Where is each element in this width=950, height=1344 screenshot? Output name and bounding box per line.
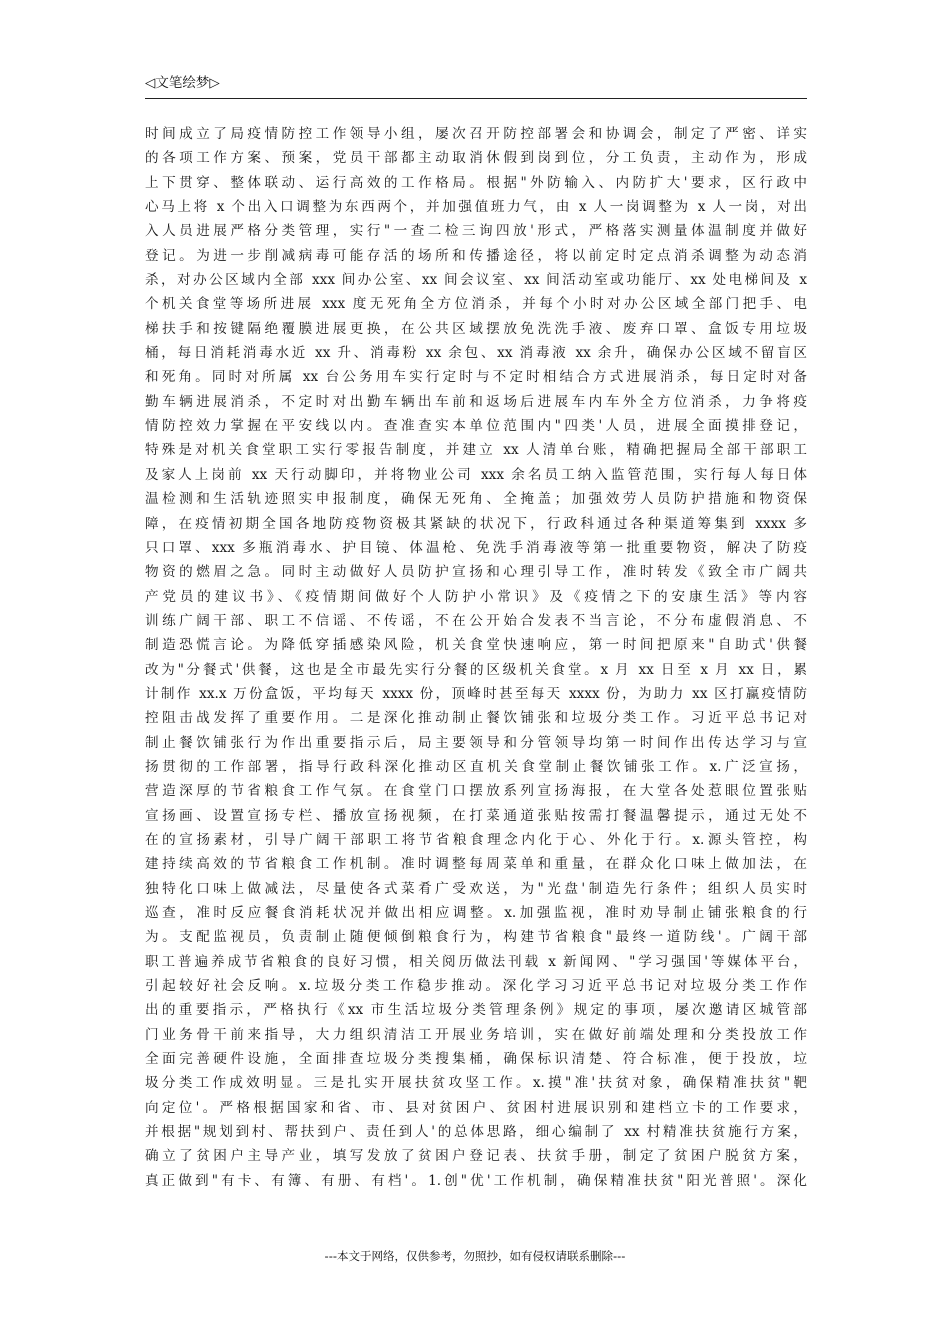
- body-line: 巡查，准时反应餐食消耗状况并做出相应调整。x.加强监视，准时劝导制止铺张粮食的行: [145, 905, 807, 921]
- body-line: 障，在疫情初期全国各地防疫物资极其紧缺的状况下，行政科通过各种渠道筹集到 xxxx 多: [145, 515, 807, 532]
- body-line: 出的重要指示，严格执行《xx 市生活垃圾分类管理条例》规定的事项，屡次邀请区城管部: [145, 1002, 807, 1019]
- body-line: 桶，每日消耗消毒水近 xx 升、消毒粉 xx 余包、xx 消毒液 xx 余升，确保办公区域不留盲区: [145, 345, 807, 362]
- body-line: 圾分类工作成效明显。三是扎实开展扶贫攻坚工作。x.摸"准'扶贫对象，确保精准扶贫"靶: [145, 1075, 807, 1092]
- body-line: 心马上将 x 个出入口调整为东西两个，并加强值班力气，由 x 人一岗调整为 x 人一岗，对出: [145, 199, 807, 216]
- body-line: 引起较好社会反响。x.垃圾分类工作稳步推动。深化学习习近平总书记对垃圾分类工作作: [145, 978, 807, 995]
- footer-disclaimer: ---本文于网络，仅供参考，勿照抄，如有侵权请联系删除---: [324, 1249, 626, 1263]
- body-line: 并根据"规划到村、帮扶到户、责任到人'的总体思路，细心编制了 xx 村精准扶贫施行方案，: [145, 1124, 807, 1141]
- body-line: 上下贯穿、整体联动、运行高效的工作格局。根据"外防输入、内防扩大'要求，区行政中: [145, 174, 807, 191]
- body-line: 登记。为进一步削减病毒可能存活的场所和传播途径，将以前定时定点消杀调整为动态消: [145, 247, 807, 264]
- body-line: 职工普遍养成节省粮食的良好习惯，相关阅历做法刊载 x 新闻网、"学习强国'等媒体平台，: [145, 953, 807, 970]
- body-line: 门业务骨干前来指导，大力组织清洁工开展业务培训，实在做好前端处理和分类投放工作: [145, 1026, 807, 1043]
- body-line: 宣扬画、设置宣扬专栏、播放宣扬视频，在打菜通道张贴按需打餐温馨提示，通过无处不: [145, 807, 807, 824]
- body-line: 向定位'。严格根据国家和省、市、县对贫困户、贫困村进展识别和建档立卡的工作要求，: [145, 1099, 807, 1116]
- body-line: 个机关食堂等场所进展 xxx 度无死角全方位消杀，并每个小时对办公区域全部门把手、电: [145, 296, 807, 313]
- header-brand: ◁文笔绘梦▷: [145, 75, 220, 91]
- body-line: 及家人上岗前 xx 天行动脚印，并将物业公司 xxx 余名员工纳入监管范围，实行每人每日体: [145, 466, 807, 483]
- document-body: [145, 122, 807, 1193]
- body-line: 只口罩、xxx 多瓶消毒水、护目镜、体温枪、免洗手消毒液等第一批重要物资，解决了防疫: [145, 539, 807, 556]
- body-line: 营造深厚的节省粮食工作气氛。在食堂门口摆放系列宣扬海报，在大堂各处惹眼位置张贴: [145, 783, 807, 800]
- body-line: 独特化口味上做减法，尽量使各式菜肴广受欢送，为"光盘'制造先行条件；组织人员实时: [145, 880, 807, 897]
- body-line: 物资的燃眉之急。同时主动做好人员防护宣扬和心理引导工作，准时转发《致全市广阔共: [145, 564, 807, 581]
- body-line: 产党员的建议书》、《疫情期间做好个人防护小常识》及《疫情之下的安康生活》等内容: [145, 588, 807, 605]
- body-line: 在的宣扬素材，引导广阔干部职工将节省粮食理念内化于心、外化于行。x.源头管控，构: [145, 831, 807, 848]
- body-line: 建持续高效的节省粮食工作机制。准时调整每周菜单和重量，在群众化口味上做加法，在: [145, 856, 807, 873]
- body-line: 的各项工作方案、预案，党员干部都主动取消休假到岗到位，分工负责，主动作为，形成: [145, 150, 807, 167]
- body-line: 改为"分餐式'供餐，这也是全市最先实行分餐的区级机关食堂。x 月 xx 日至 x 月 xx 日，累: [145, 661, 807, 678]
- body-line: 训练广阔干部、职工不信谣、不传谣，不在公开始合发表不当言论，不分布虚假消息、不: [145, 612, 807, 629]
- body-line: 情防控效力掌握在平安线以内。查准查实本单位范围内"四类'人员，进展全面摸排登记，: [145, 418, 807, 435]
- body-line: 特殊是对机关食堂职工实行零报告制度，并建立 xx 人清单台账，精确把握局全部干部职工: [145, 442, 807, 459]
- body-line: 时间成立了局疫情防控工作领导小组，屡次召开防控部署会和协调会，制定了严密、详实: [145, 126, 807, 142]
- body-line: 扬贯彻的工作部署，指导行政科深化推动区直机关食堂制止餐饮铺张工作。x.广泛宣扬，: [145, 758, 807, 775]
- page-header: [145, 74, 807, 99]
- body-line: 真正做到"有卡、有簿、有册、有档'。1.创"优'工作机制，确保精准扶贫"阳光普照'。深化: [145, 1172, 807, 1189]
- body-line: 梯扶手和按键隔绝覆膜进展更换，在公共区域摆放免洗洗手液、废弃口罩、盒饭专用垃圾: [145, 320, 807, 337]
- body-line: 和死角。同时对所属 xx 台公务用车实行定时与不定时相结合方式进展消杀，每日定时对备: [145, 369, 807, 386]
- body-line: 入人员进展严格分类管理，实行"一查二检三询四放'形式，严格落实测量体温制度并做好: [145, 223, 807, 240]
- body-line: 勤车辆进展消杀，不定时对出勤车辆出车前和返场后进展车内车外全方位消杀，力争将疫: [145, 393, 807, 410]
- body-line: 控阻击战发挥了重要作用。二是深化推动制止餐饮铺张和垃圾分类工作。习近平总书记对: [145, 710, 807, 727]
- body-line: 全面完善硬件设施，全面排查垃圾分类搜集桶，确保标识清楚、符合标准，便于投放，垃: [145, 1051, 807, 1068]
- body-line: 温检测和生活轨迹照实申报制度，确保无死角、全掩盖；加强效劳人员防护措施和物资保: [145, 491, 807, 508]
- body-line: 杀，对办公区域内全部 xxx 间办公室、xx 间会议室、xx 间活动室或功能厅、xx 处电梯间及 x: [145, 272, 807, 289]
- body-line: 确立了贫困户主导产业，填写发放了贫困户登记表、扶贫手册，制定了贫困户脱贫方案，: [145, 1148, 807, 1165]
- body-line: 制止餐饮铺张行为作出重要指示后，局主要领导和分管领导均第一时间作出传达学习与宣: [145, 734, 807, 751]
- body-line: 为。支配监视员，负责制止随便倾倒粮食行为，构建节省粮食"最终一道防线'。广阔干部: [145, 929, 807, 946]
- body-line: 制造恐慌言论。为降低穿插感染风险，机关食堂快速响应，第一时间把原来"自助式'供餐: [145, 637, 807, 654]
- body-line: 计制作 xx.x 万份盒饭，平均每天 xxxx 份，顶峰时甚至每天 xxxx 份，为助力 xx 区打赢疫情防: [145, 685, 807, 702]
